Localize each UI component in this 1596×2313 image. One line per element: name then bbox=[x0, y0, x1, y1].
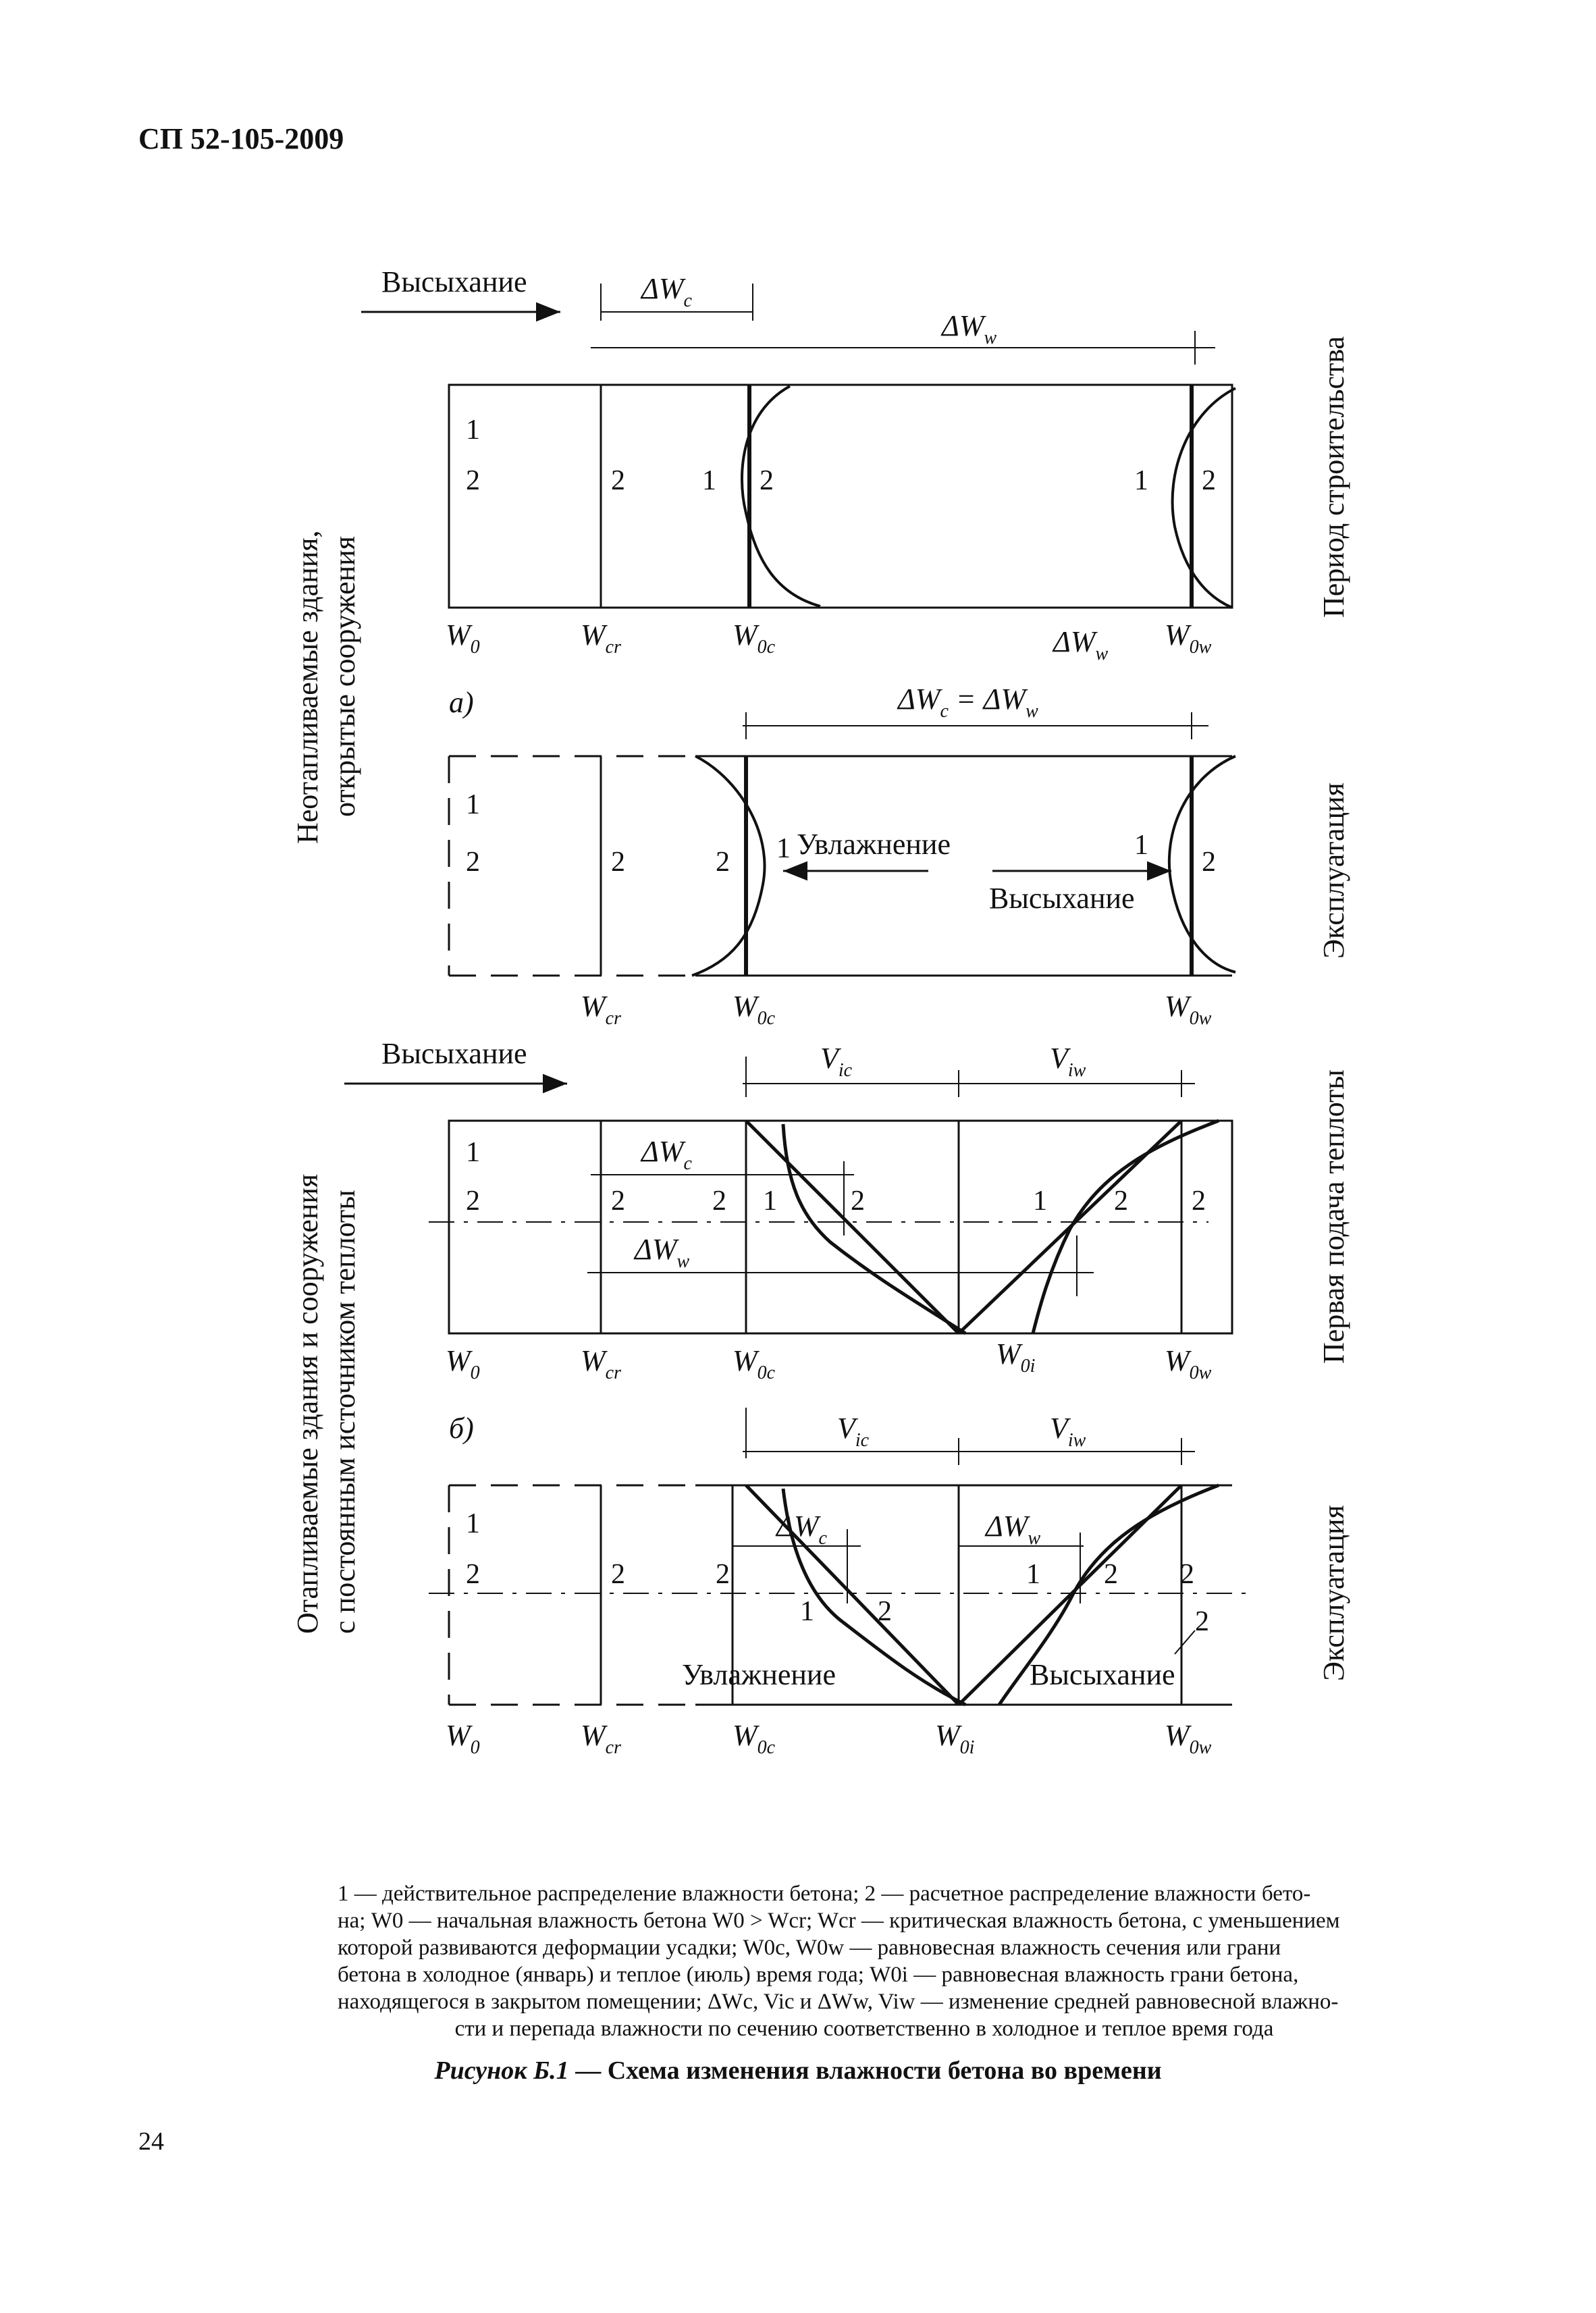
b1-num-2-wcr: 2 bbox=[611, 1186, 625, 1217]
b1-num-2-left: 2 bbox=[466, 1186, 480, 1217]
figure-legend bbox=[338, 1880, 1391, 2042]
right-label-exploitation-b: Эксплуатация bbox=[1317, 1505, 1350, 1681]
a2-num-2-wcr: 2 bbox=[611, 847, 625, 878]
left-label-unheated-line1: Неотапливаемые здания, bbox=[291, 530, 324, 844]
b2-viw: $V_{iw}$ bbox=[1050, 1412, 1086, 1451]
legend-line: бетона в холодное (январь) и теплое (июль) время года; W0i — равновесная влажность грани бетона, bbox=[338, 1963, 1299, 1987]
b1-wcr: $W_{cr}$ bbox=[581, 1344, 621, 1383]
b2-w0c: $W_{0c}$ bbox=[733, 1719, 776, 1758]
a2-num-1-c: 1 bbox=[776, 833, 791, 864]
right-label-exploitation-a: Эксплуатация bbox=[1317, 782, 1350, 959]
left-label-unheated bbox=[291, 530, 361, 844]
delta-ww-a1: $\Delta W_w$ bbox=[942, 309, 997, 348]
b2-num-2-w: 2 bbox=[1104, 1559, 1118, 1590]
b2-num-1-c: 1 bbox=[800, 1596, 814, 1627]
b1-w0w: $W_{0w}$ bbox=[1165, 1344, 1212, 1383]
left-label-heated-line2: с постоянным источником теплоты bbox=[328, 1190, 361, 1634]
a1-num-1-left: 1 bbox=[466, 415, 480, 446]
b1-num-1-c: 1 bbox=[763, 1186, 777, 1217]
wetting-label-a2: Увлажнение bbox=[797, 828, 951, 861]
a2-num-1-w: 1 bbox=[1134, 830, 1148, 861]
delta-wc-eq-ww: $\Delta W_c = \Delta W_w$ bbox=[898, 683, 1038, 722]
b1-num-2-c2: 2 bbox=[851, 1186, 865, 1217]
drying-label-a1: Высыхание bbox=[381, 265, 527, 298]
left-label-heated-line1: Отапливаемые здания и сооружения bbox=[291, 1173, 324, 1634]
a1-num-1-c: 1 bbox=[702, 465, 716, 496]
a1-num-2-c: 2 bbox=[760, 465, 774, 496]
b1-num-1-left: 1 bbox=[466, 1137, 480, 1168]
right-label-first-heat: Первая подача теплоты bbox=[1317, 1069, 1350, 1364]
legend-line: на; W0 — начальная влажность бетона W0 > Wcr; Wcr — критическая влажность бетона, с уменьшением bbox=[338, 1909, 1340, 1933]
b2-num-2-c2: 2 bbox=[878, 1596, 892, 1627]
a2-num-2-w: 2 bbox=[1202, 847, 1216, 878]
figure-title-text: — Схема изменения влажности бетона во времени bbox=[568, 2056, 1162, 2085]
a1-delta-ww-bottom: $\Delta W_w$ bbox=[1053, 625, 1109, 664]
legend-line: 1 — действительное распределение влажности бетона; 2 — расчетное распределение влажности бето- bbox=[338, 1882, 1311, 1906]
b2-num-2-c: 2 bbox=[716, 1559, 730, 1590]
a2-w0c: $W_{0c}$ bbox=[733, 990, 776, 1029]
b2-num-1-left: 1 bbox=[466, 1508, 480, 1539]
b1-w0: $W_0$ bbox=[446, 1344, 480, 1383]
a1-num-2-w: 2 bbox=[1202, 465, 1216, 496]
b2-num-2-wcr: 2 bbox=[611, 1559, 625, 1590]
b1-delta-ww: $\Delta W_w$ bbox=[635, 1233, 690, 1272]
b1-delta-wc: $\Delta W_c$ bbox=[641, 1135, 692, 1174]
b2-delta-ww: $\Delta W_w$ bbox=[986, 1510, 1041, 1549]
b2-delta-wc: $\Delta W_c$ bbox=[776, 1510, 827, 1549]
a2-wcr: $W_{cr}$ bbox=[581, 990, 621, 1029]
a1-num-1-w: 1 bbox=[1134, 465, 1148, 496]
a1-wcr: $W_{cr}$ bbox=[581, 618, 621, 658]
document-code: СП 52-105-2009 bbox=[138, 122, 344, 155]
figure-title-label: Рисунок Б.1 bbox=[434, 2056, 569, 2085]
b2-num-2-left: 2 bbox=[466, 1559, 480, 1590]
b1-w0c: $W_{0c}$ bbox=[733, 1344, 776, 1383]
a2-num-2-left: 2 bbox=[466, 847, 480, 878]
b1-vic: $V_{ic}$ bbox=[820, 1042, 853, 1081]
b1-num-1-w: 1 bbox=[1033, 1186, 1047, 1217]
legend-line: которой развиваются деформации усадки; W0c, W0w — равновесная влажность сечения или грани bbox=[338, 1936, 1281, 1960]
b2-w0w: $W_{0w}$ bbox=[1165, 1719, 1212, 1758]
wetting-label-b2: Увлажнение bbox=[682, 1658, 836, 1691]
a2-num-2-c: 2 bbox=[716, 847, 730, 878]
left-label-heated bbox=[291, 1174, 361, 1634]
a1-w0c: $W_{0c}$ bbox=[733, 618, 776, 658]
drying-label-b2: Высыхание bbox=[1030, 1658, 1175, 1691]
drying-label-a2: Высыхание bbox=[989, 882, 1135, 915]
legend-line: сти и перепада влажности по сечению соответственно в холодное и теплое время года bbox=[454, 2017, 1274, 2041]
a2-num-1-left: 1 bbox=[466, 789, 480, 820]
b2-num-1-w: 1 bbox=[1026, 1559, 1040, 1590]
b2-num-2-w3: 2 bbox=[1195, 1606, 1209, 1637]
left-label-unheated-line2: открытые сооружения bbox=[328, 536, 361, 817]
a2-w0w: $W_{0w}$ bbox=[1165, 990, 1212, 1029]
a1-num-2-left: 2 bbox=[466, 465, 480, 496]
b1-viw: $V_{iw}$ bbox=[1050, 1042, 1086, 1081]
delta-wc-a1: $\Delta W_c$ bbox=[641, 272, 692, 311]
b1-num-2-w: 2 bbox=[1114, 1186, 1128, 1217]
b2-num-2-w2: 2 bbox=[1180, 1559, 1194, 1590]
right-label-construction: Период строительства bbox=[1317, 336, 1350, 618]
b1-num-2-c: 2 bbox=[712, 1186, 726, 1217]
panel-label-a: а) bbox=[449, 686, 474, 719]
panel-label-b: б) bbox=[449, 1412, 474, 1445]
a1-num-2-wcr: 2 bbox=[611, 465, 625, 496]
figure-title bbox=[0, 2056, 1596, 2085]
b2-vic: $V_{ic}$ bbox=[837, 1412, 870, 1451]
a1-w0: $W_0$ bbox=[446, 618, 480, 658]
b2-wcr: $W_{cr}$ bbox=[581, 1719, 621, 1758]
page-number: 24 bbox=[138, 2127, 164, 2156]
b1-num-2-w2: 2 bbox=[1192, 1186, 1206, 1217]
b2-w0i: $W_{0i}$ bbox=[935, 1719, 975, 1758]
drying-label-b1: Высыхание bbox=[381, 1037, 527, 1070]
diagram-a1 bbox=[361, 265, 1235, 608]
b2-w0: $W_0$ bbox=[446, 1719, 480, 1758]
b1-w0i: $W_{0i}$ bbox=[996, 1337, 1036, 1377]
legend-line: находящегося в закрытом помещении; ΔWc, Vic и ΔWw, Viw — изменение средней равновесной влажно- bbox=[338, 1990, 1339, 2014]
a1-w0w: $W_{0w}$ bbox=[1165, 618, 1212, 658]
